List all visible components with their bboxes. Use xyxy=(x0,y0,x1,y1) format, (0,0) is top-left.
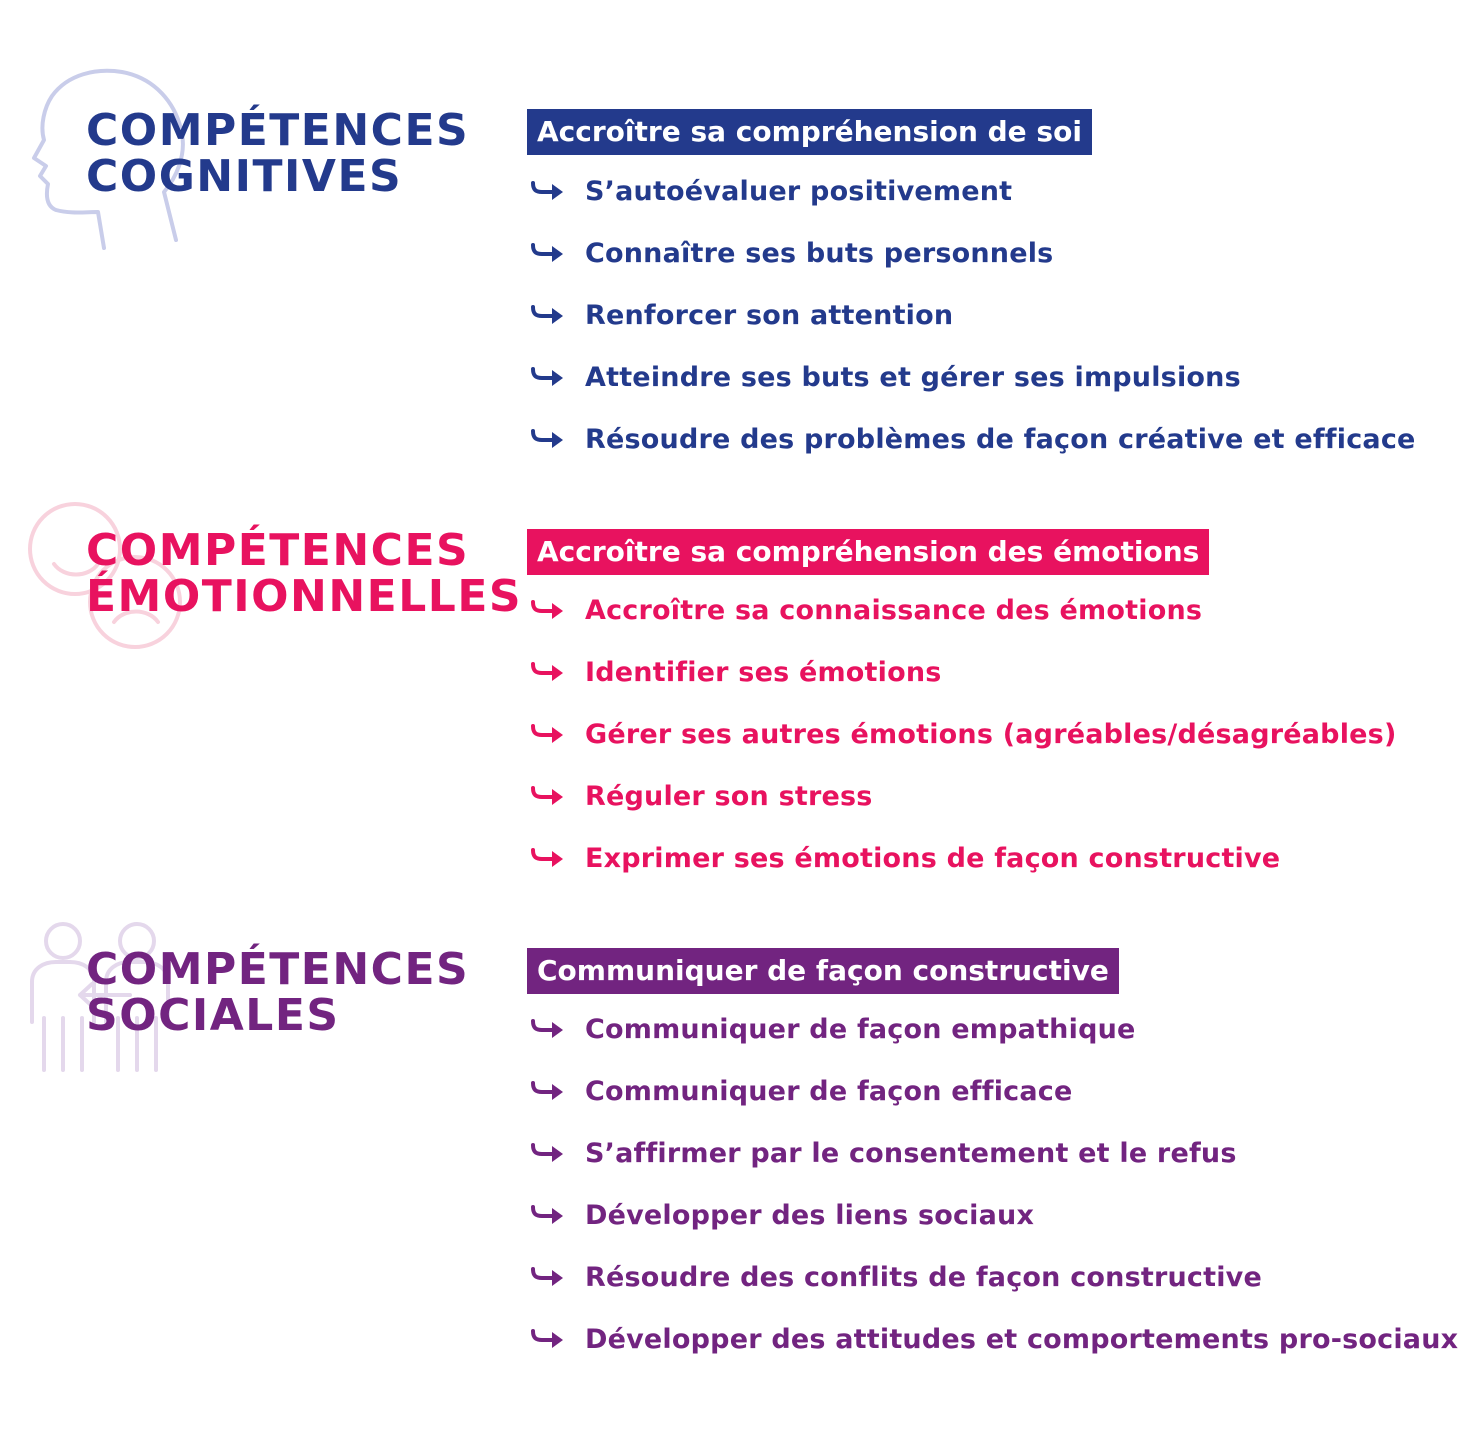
list-item xyxy=(530,222,1416,284)
list-item xyxy=(530,160,1416,222)
arrow-icon xyxy=(530,1327,566,1351)
title-line-1: COMPÉTENCES xyxy=(86,105,470,156)
item-text: Identifier ses émotions xyxy=(585,656,942,688)
item-text: Communiquer de façon empathique xyxy=(585,1013,1136,1045)
item-text: Développer des attitudes et comportements pro-sociaux xyxy=(585,1323,1459,1355)
item-text: Réguler son stress xyxy=(585,780,873,812)
item-text: Gérer ses autres émotions (agréables/désagréables) xyxy=(585,718,1397,750)
title-line-2: COGNITIVES xyxy=(86,151,403,202)
item-text: Développer des liens sociaux xyxy=(585,1199,1035,1231)
list-item xyxy=(530,579,1396,641)
arrow-icon xyxy=(530,1141,566,1165)
item-text: Connaître ses buts personnels xyxy=(585,237,1054,269)
section-social xyxy=(0,900,1475,1437)
arrow-icon xyxy=(530,1079,566,1103)
arrow-icon xyxy=(530,179,566,203)
arrow-icon xyxy=(530,784,566,808)
section-cognitive xyxy=(0,0,1475,480)
section-title xyxy=(86,525,523,622)
title-line-1: COMPÉTENCES xyxy=(86,944,470,995)
list-item xyxy=(530,1246,1458,1308)
subcategory-header: Communiquer de façon constructive xyxy=(527,948,1119,994)
subcategory-header: Accroître sa compréhension des émotions xyxy=(527,529,1209,575)
item-text: Résoudre des conflits de façon constructive xyxy=(585,1261,1262,1293)
list-item xyxy=(530,765,1396,827)
item-text: Exprimer ses émotions de façon constructive xyxy=(585,842,1281,874)
item-text: Accroître sa connaissance des émotions xyxy=(585,594,1203,626)
arrow-icon xyxy=(530,241,566,265)
section-title xyxy=(86,105,470,202)
item-text: Communiquer de façon efficace xyxy=(585,1075,1073,1107)
list-item xyxy=(530,998,1458,1060)
arrow-icon xyxy=(530,1017,566,1041)
subcategory-header: Accroître sa compréhension de soi xyxy=(527,109,1092,155)
list-item xyxy=(530,827,1396,889)
section-emotional xyxy=(0,480,1475,900)
arrow-icon xyxy=(530,660,566,684)
arrow-icon xyxy=(530,365,566,389)
competence-list xyxy=(530,579,1396,889)
title-line-1: COMPÉTENCES xyxy=(86,525,470,576)
title-line-2: SOCIALES xyxy=(86,990,340,1041)
arrow-icon xyxy=(530,846,566,870)
item-text: S’affirmer par le consentement et le refus xyxy=(585,1137,1237,1169)
list-item xyxy=(530,703,1396,765)
item-text: S’autoévaluer positivement xyxy=(585,175,1013,207)
list-item xyxy=(530,1122,1458,1184)
arrow-icon xyxy=(530,598,566,622)
arrow-icon xyxy=(530,1265,566,1289)
section-title xyxy=(86,944,470,1041)
competence-list xyxy=(530,160,1416,470)
arrow-icon xyxy=(530,303,566,327)
list-item xyxy=(530,346,1416,408)
arrow-icon xyxy=(530,1203,566,1227)
title-line-2: ÉMOTIONNELLES xyxy=(86,571,523,622)
list-item xyxy=(530,284,1416,346)
arrow-icon xyxy=(530,722,566,746)
list-item xyxy=(530,1184,1458,1246)
arrow-icon xyxy=(530,427,566,451)
item-text: Renforcer son attention xyxy=(585,299,954,331)
item-text: Atteindre ses buts et gérer ses impulsions xyxy=(585,361,1241,393)
list-item xyxy=(530,408,1416,470)
list-item xyxy=(530,1308,1458,1370)
list-item xyxy=(530,641,1396,703)
item-text: Résoudre des problèmes de façon créative et efficace xyxy=(585,423,1416,455)
competence-list xyxy=(530,998,1458,1370)
list-item xyxy=(530,1060,1458,1122)
